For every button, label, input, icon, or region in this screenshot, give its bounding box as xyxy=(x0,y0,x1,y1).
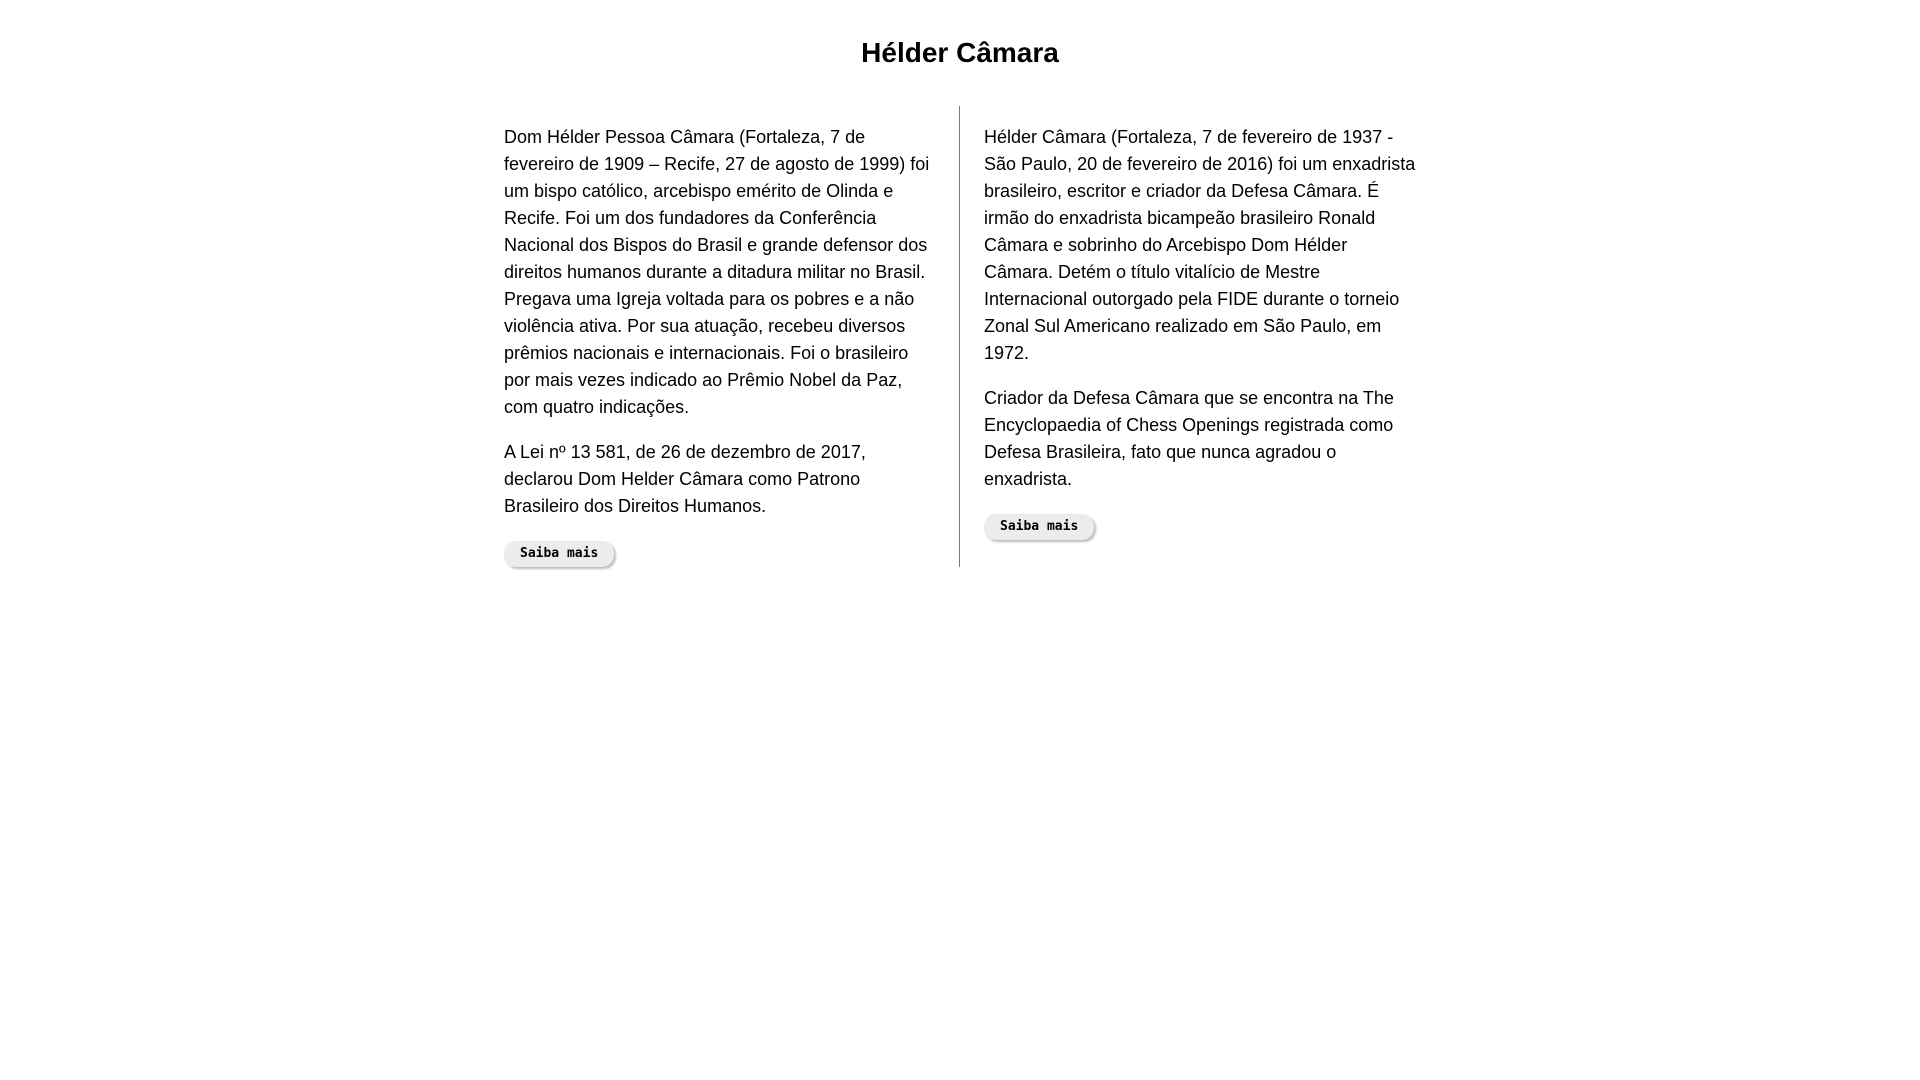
archbishop-paragraph-2: A Lei nº 13 581, de 26 de dezembro de 2017, declarou Dom Helder Câmara como Patrono Brasileiro dos Direitos Humanos. xyxy=(504,442,866,516)
chess-player-paragraph-2: Criador da Defesa Câmara que se encontra na The Encyclopaedia of Chess Openings registrada como Defesa Brasileira, fato que nunca agradou o enxadrista. xyxy=(984,388,1394,489)
chess-player-paragraph-1: Hélder Câmara (Fortaleza, 7 de fevereiro de 1937 - São Paulo, 20 de fevereiro de 2016) foi um enxadrista brasileiro, escritor e criador da Defesa Câmara. É irmão do enxadrista bicampeão brasileiro Ronald Câmara e sobrinho do Arcebispo Dom Hélder Câmara. Detém o título vitalício de Mestre Internacional outorgado pela FIDE durante o torneio Zonal Sul Americano realizado em São Paulo, em 1972. xyxy=(984,127,1416,363)
column-chess-player xyxy=(960,106,1440,567)
column-archbishop xyxy=(480,106,960,567)
page-title: Hélder Câmara xyxy=(861,37,1059,68)
chess-player-read-more-button[interactable]: Saiba mais xyxy=(984,514,1094,540)
comparison-columns xyxy=(480,106,1440,567)
archbishop-paragraph-1: Dom Hélder Pessoa Câmara (Fortaleza, 7 de fevereiro de 1909 – Recife, 27 de agosto de 1999) foi um bispo católico, arcebispo emérito de Olinda e Recife. Foi um dos fundadores da Conferência Nacional dos Bispos do Brasil e grande defensor dos direitos humanos durante a ditadura militar no Brasil. Pregava uma Igreja voltada para os pobres e a não violência ativa. Por sua atuação, recebeu diversos prêmios nacionais e internacionais. Foi o brasileiro por mais vezes indicado ao Prêmio Nobel da Paz, com quatro indicações. xyxy=(504,127,930,417)
archbishop-read-more-button[interactable]: Saiba mais xyxy=(504,541,614,567)
